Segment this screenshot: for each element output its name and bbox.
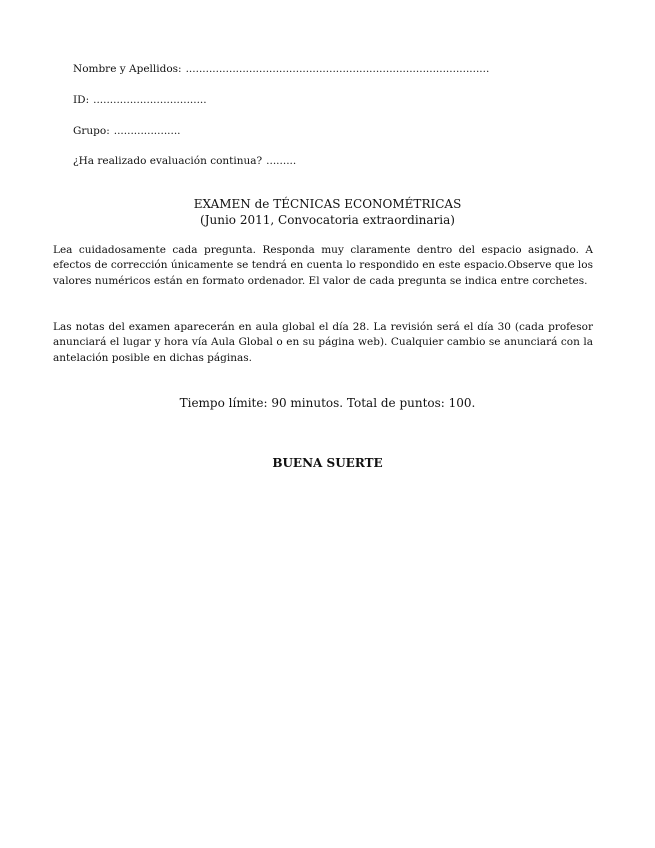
good-luck-text: BUENA SUERTE — [272, 456, 383, 470]
group-field — [73, 124, 181, 138]
group-blank: .................... — [113, 125, 181, 137]
name-field — [73, 62, 489, 76]
continuous-evaluation-field — [73, 154, 296, 168]
name-label: Nombre y Apellidos: — [73, 63, 182, 75]
name-blank: ........................................................................................... — [185, 63, 490, 75]
time-limit-text: Tiempo límite: 90 minutos. Total de puntos: 100. — [179, 396, 476, 410]
id-label: ID: — [73, 94, 90, 106]
group-label: Grupo: — [73, 125, 110, 137]
exam-title: EXAMEN de TÉCNICAS ECONOMÉTRICAS — [193, 197, 462, 211]
continuous-evaluation-blank: ......... — [266, 155, 297, 167]
exam-subtitle: (Junio 2011, Convocatoria extraordinaria) — [200, 213, 455, 227]
id-field — [73, 93, 207, 107]
id-blank: .................................. — [93, 94, 207, 106]
instructions-paragraph-1: Lea cuidadosamente cada pregunta. Responda muy claramente dentro del espacio asignado. A efectos de corrección únicamente se tendrá en cuenta lo respondido en este espacio.Observe que los valores numéricos están en formato ordenador. El valor de cada pregunta se indica entre corchetes. — [53, 244, 593, 287]
instructions-paragraph-2: Las notas del examen aparecerán en aula global el día 28. La revisión será el día 30 (cada profesor anunciará el lugar y hora vía Aula Global o en su página web). Cualquier cambio se anunciará con la antelación posible en dichas páginas. — [53, 321, 593, 364]
continuous-evaluation-label: ¿Ha realizado evaluación continua? — [73, 155, 263, 167]
